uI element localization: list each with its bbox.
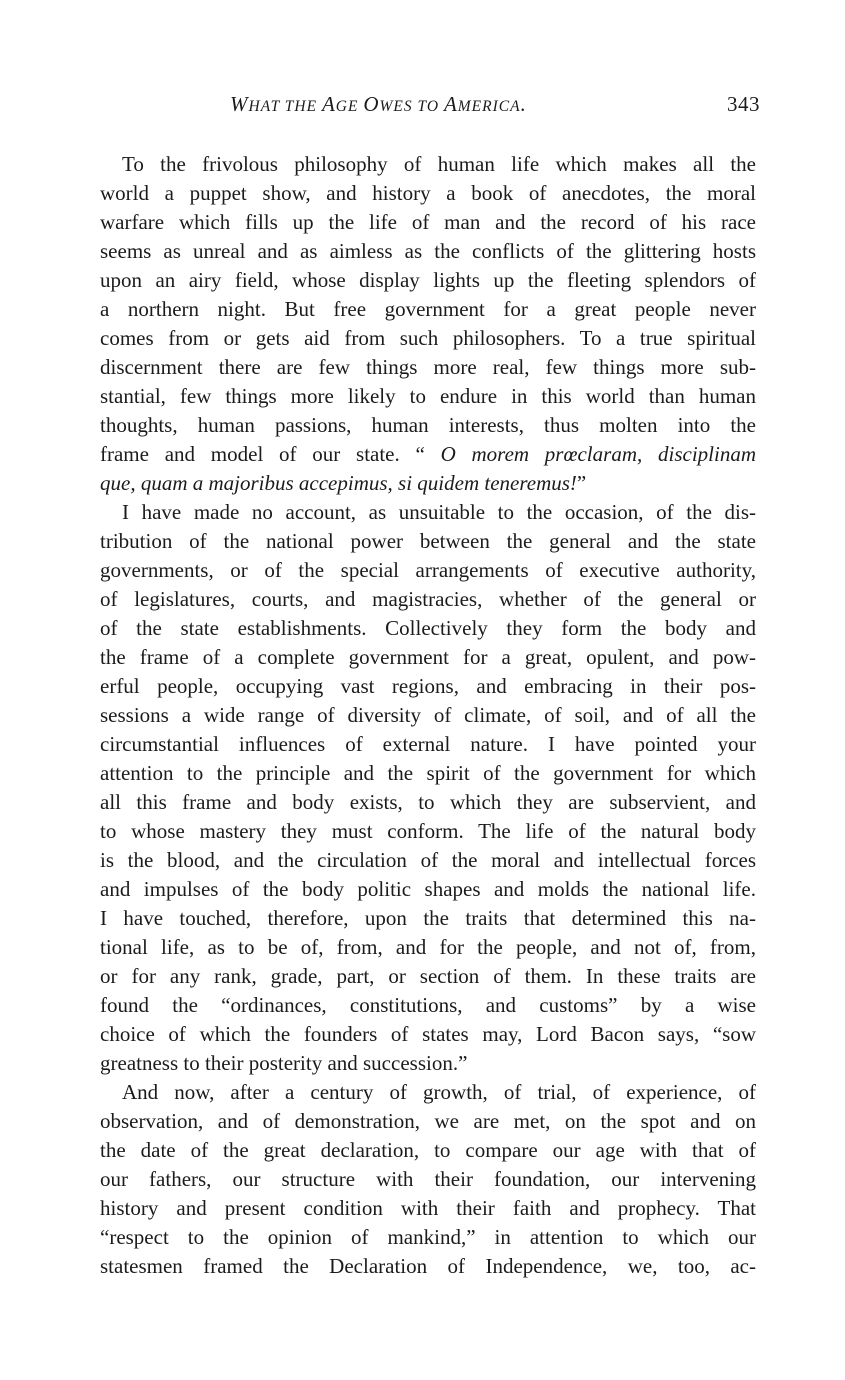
text-line [100,1252,756,1281]
text-segment: upon an airy field, whose display lights up the fleeting splendors of [100,268,756,292]
text-line [100,382,756,411]
text-line [100,498,756,527]
text-segment: I have touched, therefore, upon the traits that determined this na- [100,906,756,930]
text-line [100,933,756,962]
text-segment: “respect to the opinion of mankind,” in attention to which our [100,1225,756,1249]
text-line [100,1078,756,1107]
text-line [100,846,756,875]
text-segment: sessions a wide range of diversity of climate, of soil, and of all the [100,703,756,727]
text-segment: comes from or gets aid from such philosophers. To a true spiritual [100,326,756,350]
text-line [100,266,756,295]
text-segment: our fathers, our structure with their foundation, our intervening [100,1167,756,1191]
text-line [100,875,756,904]
text-line [100,672,756,701]
text-segment: and impulses of the body politic shapes and molds the national life. [100,877,756,901]
text-segment: to whose mastery they must conform. The life of the natural body [100,819,756,843]
text-segment: frame and model of our state. “ [100,442,441,466]
text-line [100,701,756,730]
text-line [100,1136,756,1165]
text-segment: I have made no account, as unsuitable to the occasion, of the dis- [122,500,756,524]
text-line [100,585,756,614]
text-line [100,1194,756,1223]
text-line [100,527,756,556]
text-segment: governments, or of the special arrangements of executive authority, [100,558,756,582]
text-segment: a northern night. But free government for a great people never [100,297,756,321]
text-segment: or for any rank, grade, part, or section of them. In these traits are [100,964,756,988]
text-line [100,1049,756,1078]
text-segment: all this frame and body exists, to which they are subservient, and [100,790,756,814]
text-line [100,237,756,266]
text-line [100,150,756,179]
text-line [100,411,756,440]
text-segment: observation, and of demonstration, we are met, on the spot and on [100,1109,756,1133]
text-segment: world a puppet show, and history a book of anecdotes, the moral [100,181,756,205]
text-line [100,1020,756,1049]
text-segment: the frame of a complete government for a great, opulent, and pow- [100,645,756,669]
text-segment: And now, after a century of growth, of trial, of experience, of [122,1080,756,1104]
text-line [100,324,756,353]
text-segment: tional life, as to be of, from, and for the people, and not of, from, [100,935,756,959]
text-line [100,817,756,846]
text-segment: statesmen framed the Declaration of Independence, we, too, ac- [100,1254,756,1278]
text-segment: choice of which the founders of states may, Lord Bacon says, “sow [100,1022,756,1046]
text-segment: To the frivolous philosophy of human life which makes all the [122,152,756,176]
text-segment: the date of the great declaration, to compare our age with that of [100,1138,756,1162]
text-line [100,556,756,585]
text-segment: history and present condition with their faith and prophecy. That [100,1196,756,1220]
page-number: 343 [727,92,760,116]
running-title: WHAT THE AGE OWES TO AMERICA. [230,92,527,116]
text-line [100,730,756,759]
body-text [100,150,756,1281]
text-segment: greatness to their posterity and succession.” [100,1051,468,1075]
text-line [100,788,756,817]
text-segment: of the state establishments. Collectively they form the body and [100,616,756,640]
text-line [100,991,756,1020]
text-line [100,469,756,498]
italic-latin-text: que, quam a majoribus accepimus, si quidem teneremus! [100,471,577,495]
text-line [100,614,756,643]
text-segment: warfare which fills up the life of man and the record of his race [100,210,756,234]
text-segment: discernment there are few things more real, few things more sub- [100,355,756,379]
text-segment: stantial, few things more likely to endure in this world than human [100,384,756,408]
text-line [100,295,756,324]
text-segment: tribution of the national power between the general and the state [100,529,756,553]
text-segment: attention to the principle and the spirit of the government for which [100,761,756,785]
text-segment: is the blood, and the circulation of the moral and intellectual forces [100,848,756,872]
text-segment: circumstantial influences of external nature. I have pointed your [100,732,756,756]
text-segment: thoughts, human passions, human interests, thus molten into the [100,413,756,437]
paragraph [100,150,756,498]
text-line [100,1165,756,1194]
text-line [100,208,756,237]
text-line [100,440,756,469]
text-line [100,759,756,788]
text-line [100,353,756,382]
text-line [100,1107,756,1136]
text-segment: seems as unreal and as aimless as the conflicts of the glittering hosts [100,239,756,263]
running-head [100,92,760,128]
text-line [100,904,756,933]
italic-latin-text: O morem prœclaram, disciplinam [440,442,756,466]
paragraph [100,1078,756,1281]
text-line [100,179,756,208]
paragraph [100,498,756,1078]
text-line [100,643,756,672]
text-line [100,1223,756,1252]
text-segment: ” [576,471,587,495]
text-line [100,962,756,991]
text-segment: of legislatures, courts, and magistracies, whether of the general or [100,587,756,611]
text-segment: erful people, occupying vast regions, and embracing in their pos- [100,674,756,698]
text-segment: found the “ordinances, constitutions, and customs” by a wise [100,993,756,1017]
